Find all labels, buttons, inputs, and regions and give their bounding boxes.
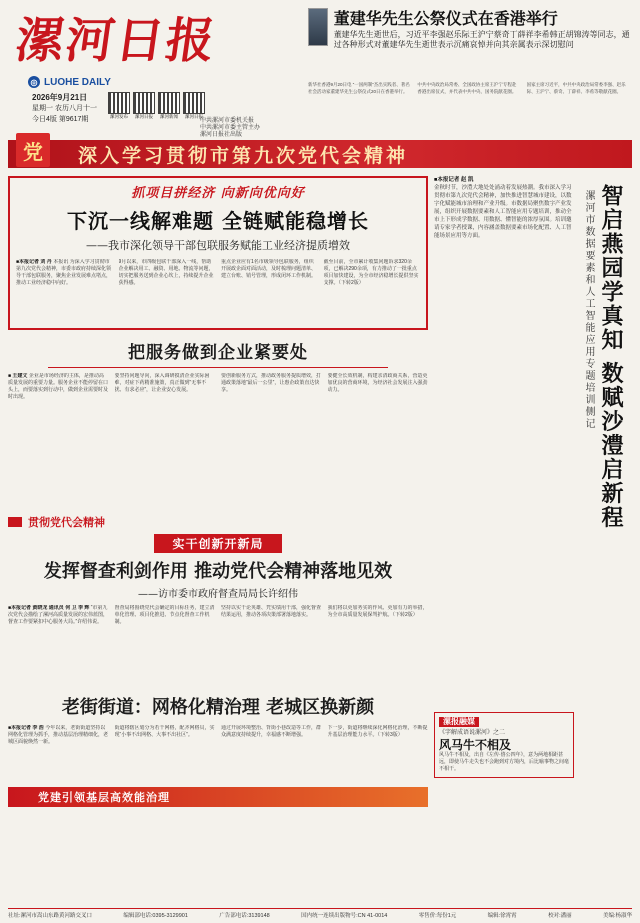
footer-ad-phone: 广告部电话:3139148 [219, 913, 270, 919]
lead-article[interactable] [8, 176, 428, 330]
interview-subtitle: ——访市委市政府督查局局长许绍伟 [138, 589, 298, 600]
footer-proof: 校对:潘丽 [548, 913, 572, 919]
divider [48, 367, 388, 368]
masthead [8, 6, 632, 138]
commentary-title[interactable]: 把服务做到企业紧要处 [128, 343, 308, 363]
qr-code-icon [183, 92, 205, 114]
body-text: “市第九次党代会描绘了漯河高质量发展的宏伟蓝图，督查工作要紧扣中心服务大局。”许绍伟说。 [8, 605, 109, 625]
footer-cn: 国内统一连续出版物号:CN 41-0014 [301, 913, 388, 919]
vertical-headline[interactable]: 智启燕园学真知 数赋沙澧启新程 [598, 184, 624, 530]
interview-kicker [8, 533, 428, 553]
newspaper-emblem-icon: ◎ [28, 76, 40, 88]
date: 2026年9月21日 [32, 93, 88, 102]
media-text: 风马牛不相及，出自《左传·僖公四年》，意为两地相距甚远，即使马牛走失也不会跑到对方境内，后比喻事物之间毫不相干。 [439, 752, 570, 772]
lead-subtitle: ——我市深化领导干部包联服务赋能工业经济提质增效 [86, 239, 350, 252]
footer-edit-phone: 编辑部电话:0395-3129901 [123, 913, 188, 919]
page-count: 今日4版 [32, 116, 57, 123]
media-title[interactable]: 风马牛不相及 [439, 738, 512, 752]
body-text: 9月以来，市四级包联干部深入一线，帮助企业解决用工、融资、用地、物流等问题，切实把服务送到企业心坎上，持续提升企业获得感。 [118, 259, 214, 286]
theme-banner-title: 深入学习贯彻市第九次党代会精神 [78, 144, 409, 167]
qr-label: 漯河日报 [135, 114, 153, 119]
lunar-date: 农历八月十一 [54, 105, 97, 112]
main-area [8, 176, 632, 807]
body-text: 重点企业应有1名市级领导包联服务，组织开展政企面对面活动，及时梳理问题清单、建立台账、销号管理，形成闭环工作机制。 [221, 259, 317, 279]
qr-code[interactable] [133, 92, 155, 120]
media-series-title: 《字解成语说漯河》之二 [439, 730, 506, 736]
byline: ■本报记者 李 浩 [8, 725, 44, 731]
qr-code[interactable] [183, 92, 205, 120]
left-column [8, 176, 428, 807]
footer-design: 美编:杨淑华 [602, 913, 632, 919]
date-block [32, 92, 97, 125]
footer-address: 社址:漯河市嵩山东路黄河路交叉口 [8, 913, 93, 919]
top-story-title[interactable]: 董建华先生公祭仪式在香港举行 [333, 9, 558, 28]
body-text: 我们将以更加务实的作风、更加有力的举措，为全市高质量发展保驾护航。（下转2版） [327, 605, 428, 618]
body-text: 本报讯 为深入学习贯彻市第九次党代会精神，市委市政府持续深化领导干部包联服务，聚焦企业发展难点堵点，推动工业经济稳中向好。 [16, 259, 112, 286]
body-text: 要坚持问题导向，深入调研摸清企业实际困难，对症下药精准施策，真正做到“无事不扰、有求必应”，让企业安心发展。 [114, 373, 210, 393]
lead-title[interactable]: 下沉一线解难题 全链赋能稳增长 [67, 209, 369, 233]
flag-icon [8, 517, 22, 527]
publisher-line: 中共漯河市委主管主办 [200, 125, 261, 131]
interview-body [8, 605, 428, 685]
byline: ■本报记者 刘 丹 [16, 259, 52, 265]
publisher-line: 漯河日报社出版 [200, 132, 243, 138]
street-article-title[interactable]: 老街街道：网格化精治理 老城区换新颜 [61, 697, 375, 718]
vertical-headline-column[interactable] [574, 176, 630, 807]
body-text: 要健全长效机制，构建亲清政商关系，营造更加优良的营商环境，为经济社会发展注入强劲动力。 [327, 373, 428, 393]
publisher-line: 中共漯河市委机关报 [200, 118, 255, 124]
body-text: 下一步，街道将继续深化网格化治理，不断提升基层治理能力水平。（下转3版） [327, 725, 428, 738]
top-story-body [308, 82, 630, 95]
section-label [8, 514, 428, 530]
footer-editor: 编辑:徐霄霄 [487, 913, 517, 919]
right-article-body: 金秋时节，沙澧大地处处涌动着发展热潮。我市深入学习贯彻市第九次党代会精神，加快推进智慧城市建设，以数字化赋能城市治理和产业升级。市数据局聚焦数字产业发展，组织开展数据要素和人工智能应用专题培训，推动全市上下形成学数据、用数据、懂智能的浓厚氛围。培训邀请专家学者授课，内容涵盖数据要素市场化配置、人工智能场景应用等方面。 [434, 185, 572, 239]
body-text: 新华社香港9月20日电 “一国两制”杰出实践者、著名社会活动家董建华先生公祭仪式20日在香港举行。 [308, 82, 410, 94]
section-label-text: 贯彻党代会精神 [28, 516, 105, 529]
bottom-banner: 党建引领基层高效能治理 [8, 787, 428, 807]
vertical-subtitle: 漯河市数据要素和人工智能应用专题培训侧记 [583, 190, 594, 430]
body-text: 国家主席习近平，中共中央政治局常委李强、赵乐际、王沪宁、蔡奇、丁薛祥、李希等敬献花圈。 [526, 82, 626, 94]
commentary-body [8, 373, 428, 508]
body-text: 截至目前，全市累计收集问题诉求320余项，已解决290余项，有力推动了一批重点项目加快建设，为全市经济稳增长提供坚实支撑。（下转2版） [323, 259, 419, 286]
qr-code-row [108, 92, 205, 120]
issue-number: 第9617期 [58, 116, 89, 123]
lead-kicker: 抓项目拼经济 向新向优向好 [131, 186, 305, 201]
body-text: 企业是市场经济的主体，是推动高质量发展的重要力量。服务企业不能停留在口头上，而要落实到行动中，做到企业需要时及时出现。 [8, 373, 109, 400]
kicker-text: 实干创新开新局 [154, 534, 281, 553]
qr-code-icon [133, 92, 155, 114]
qr-label: 漯河日报 [185, 114, 203, 119]
byline: ■本报记者 赵 凯 [434, 177, 474, 183]
top-story-photo [308, 8, 328, 46]
qr-code-icon [158, 92, 180, 114]
top-story-deck: 董建华先生逝世后，习近平李强赵乐际王沪宁蔡奇丁薛祥李希韩正胡锦涛等同志，通过各种形式对董建华先生逝世表示沉痛哀悼并向其亲属表示深切慰问 [333, 30, 630, 49]
byline: ■本报记者 黄晓龙 通讯员 何 卫 李 辉 [8, 605, 90, 611]
qr-code-icon [108, 92, 130, 114]
body-text: 街道将辖区划分为若干网格，配齐网格员，实现“小事不出网格、大事不出社区”。 [114, 725, 215, 738]
media-tag: 漯报融媒 [439, 717, 479, 727]
interview-title[interactable]: 发挥督查利剑作用 推动党代会精神落地见效 [43, 561, 393, 582]
right-column [434, 176, 574, 807]
footer-price: 零售价:每份1元 [418, 913, 457, 919]
party-emblem-icon: 党 [16, 133, 50, 167]
body-text: 通过开展环境整治、背街小巷改造等工作，群众满意度持续提升，幸福感不断增强。 [221, 725, 322, 738]
body-text: 今年以来，老街街道坚持以网格化管理为抓手，推动基层治理精细化，老城区面貌焕然一新。 [8, 725, 109, 745]
qr-code[interactable] [158, 92, 180, 120]
logo-text: 漯河日报 [12, 13, 220, 69]
body-text: 要创新服务方式，推动政务服务提质增效，打通政策落地“最后一公里”，让惠企政策直达快享。 [221, 373, 322, 393]
byline: ■ 王建文 [8, 373, 28, 379]
qr-label: 漯河发布 [110, 114, 128, 119]
body-text: 坚持以实干论英雄、凭实绩用干部，强化督查结果运用，推动各项决策部署落地落实。 [221, 605, 322, 618]
top-story[interactable] [308, 8, 630, 50]
body-text: 中共中央政治局常委、全国政协主席王沪宁专程赴香港出席仪式，并代表中共中央、国务院献花圈。 [417, 82, 517, 94]
media-box[interactable] [434, 712, 574, 778]
english-name [28, 76, 111, 88]
english-name-text: LUOHE DAILY [44, 76, 111, 88]
publisher-info [200, 118, 260, 139]
street-article-body [8, 725, 428, 783]
body-text: 督查局将围绕党代会确定的目标任务，建立清单化管理、项目化推进、节点化督查工作机制。 [114, 605, 215, 625]
masthead-logo [12, 8, 221, 74]
weekday: 星期一 [32, 105, 53, 112]
qr-code[interactable] [108, 92, 130, 120]
page-footer [8, 908, 632, 919]
qr-label: 漯河新闻 [160, 114, 178, 119]
theme-banner [8, 140, 632, 168]
lead-body [16, 259, 420, 329]
